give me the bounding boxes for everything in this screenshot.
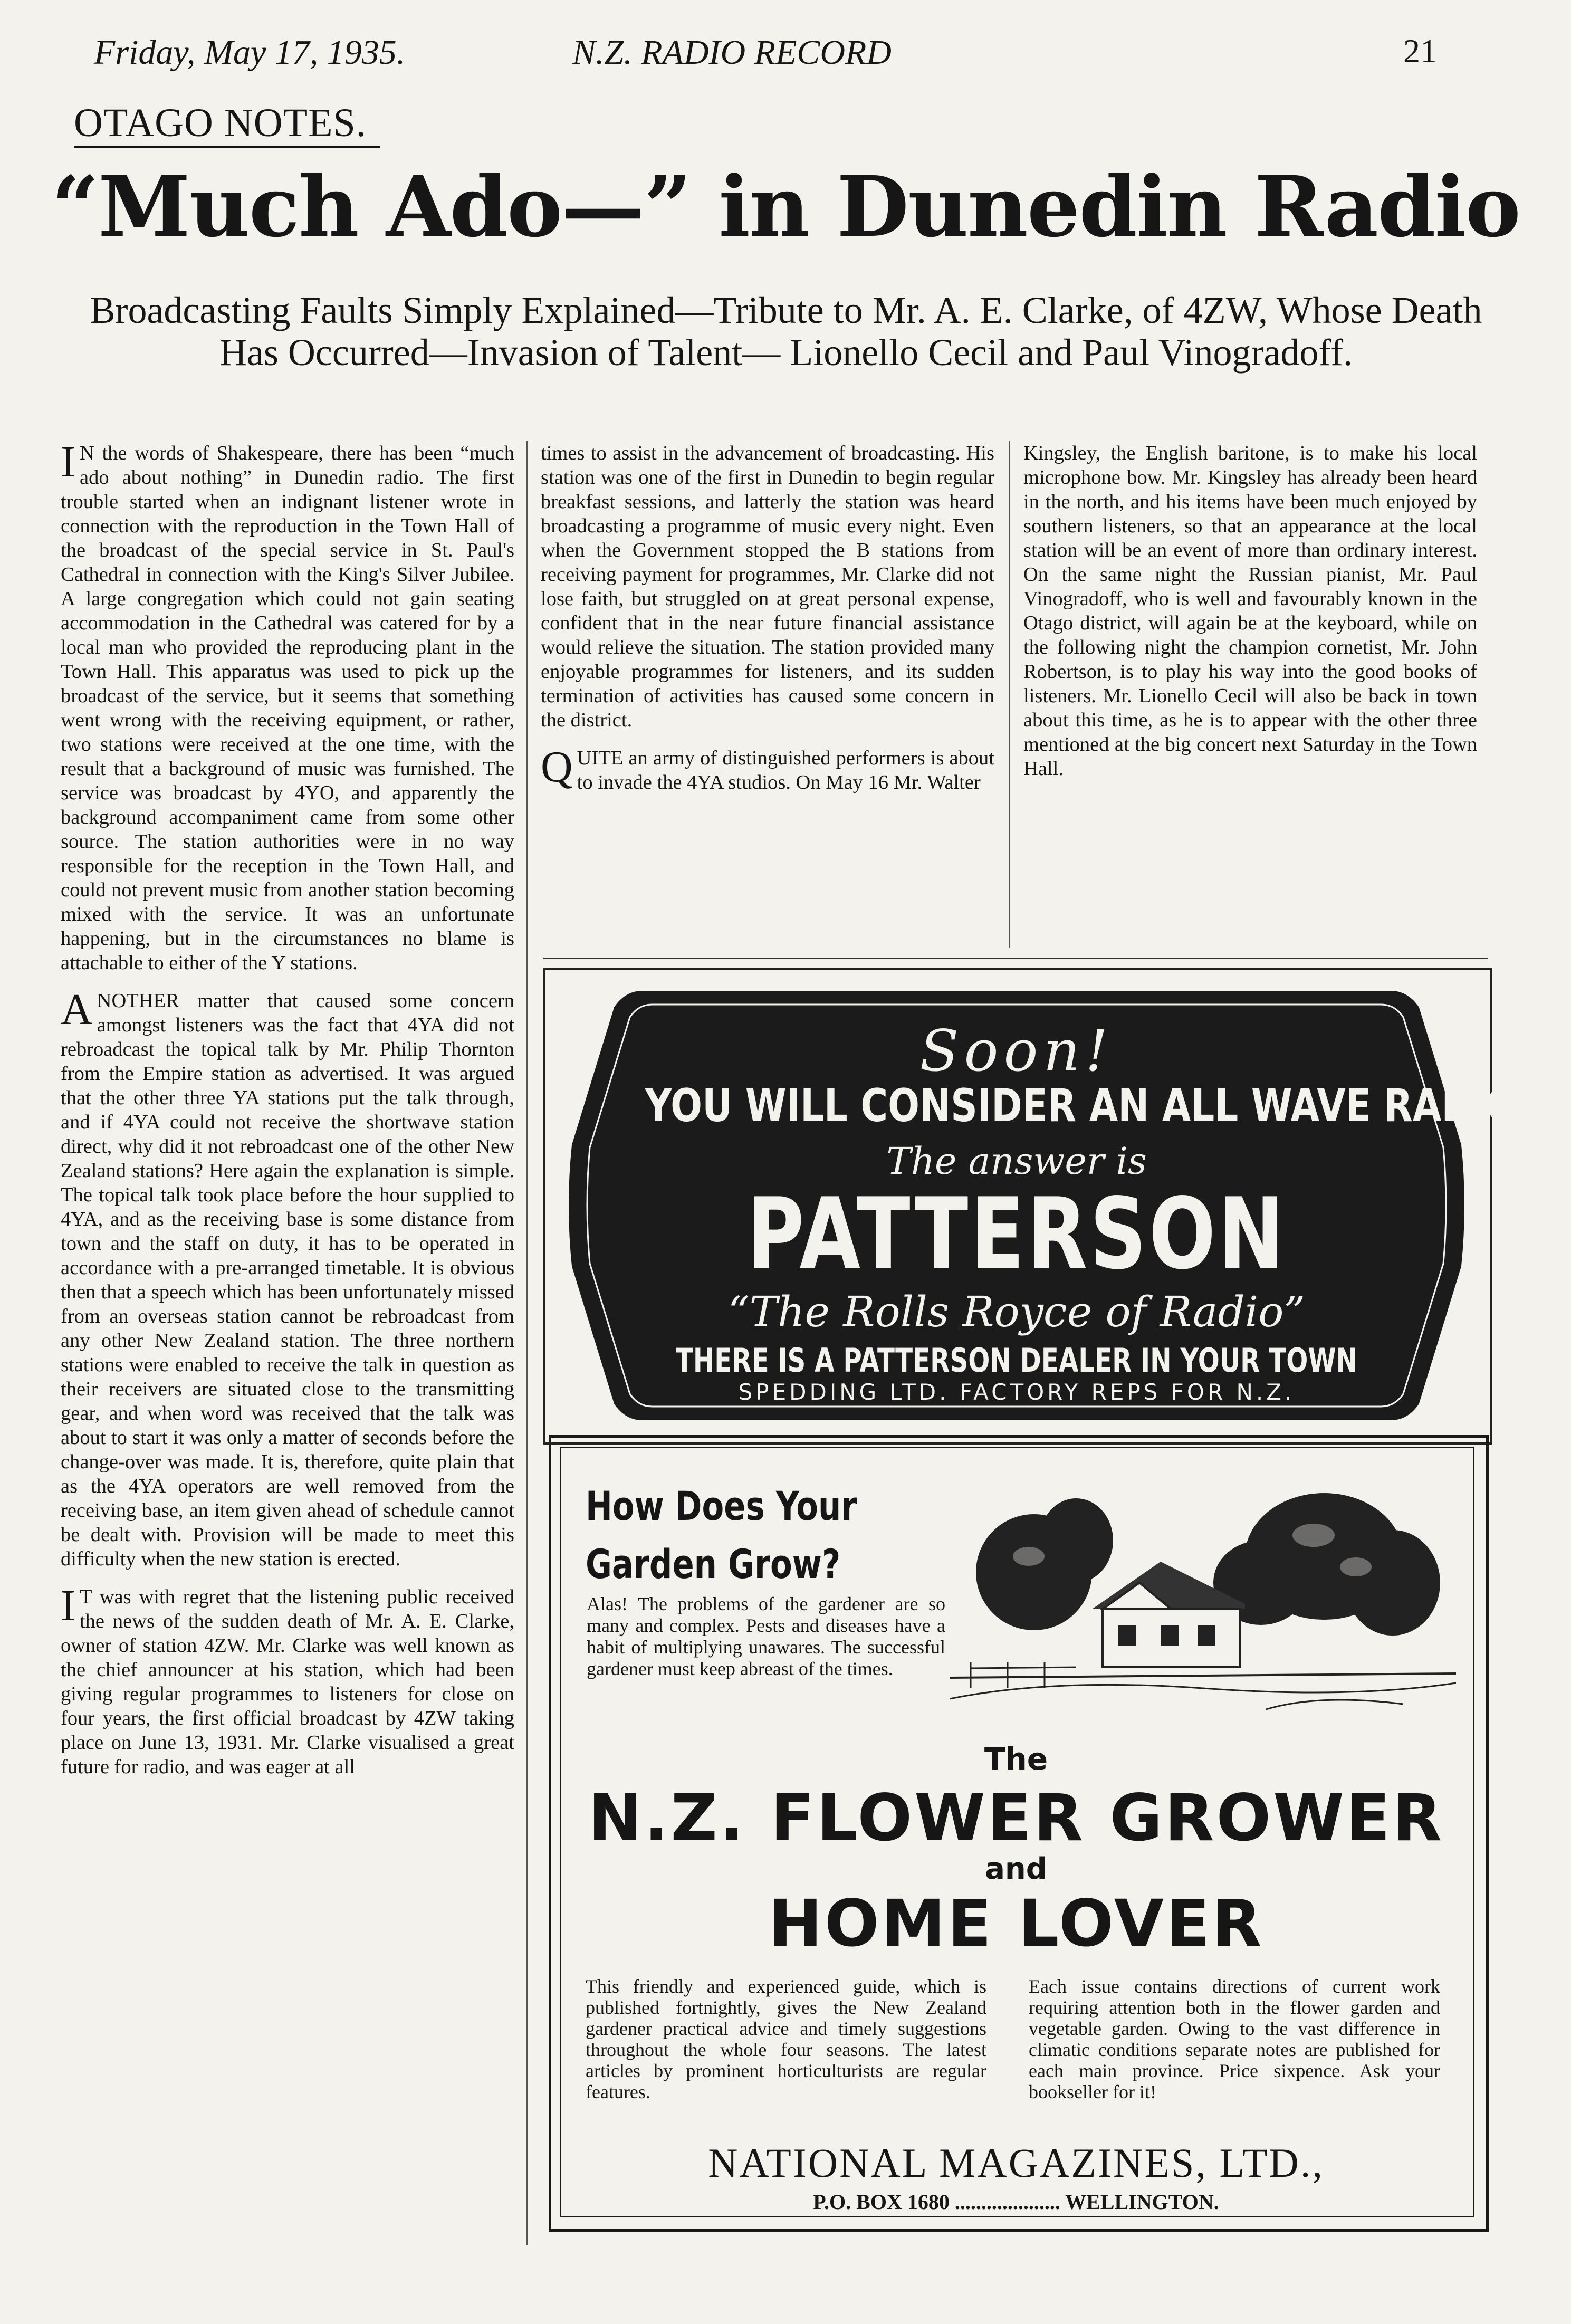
address-dots: .................... (954, 2190, 1066, 2214)
patterson-reps: SPEDDING LTD. FACTORY REPS FOR N.Z. (738, 1379, 1295, 1405)
patterson-headline: YOU WILL CONSIDER AN ALL WAVE RADIO (645, 1079, 1518, 1132)
column-divider (526, 441, 528, 2245)
article-deck: Broadcasting Faults Simply Explained—Tribute to Mr. A. E. Clarke, of 4ZW, Whose Death Has Occurred—Invasion of Talent— Lionello Cecil and Paul Vinogradoff. (90, 289, 1482, 374)
publisher-address (560, 2189, 1472, 2214)
paragraph (61, 437, 514, 975)
column-divider (1009, 441, 1010, 948)
garden-intro: Alas! The problems of the gardener are so many and complex. Pests and diseases have a habit of multiplying unawares. The successful gardener must keep abreast of the times. (587, 1593, 945, 1679)
page-number: 21 (1403, 32, 1437, 70)
patterson-dealer: THERE IS A PATTERSON DEALER IN YOUR TOWN (675, 1341, 1358, 1380)
issue-date: Friday, May 17, 1935. (94, 33, 406, 72)
section-underline (74, 146, 380, 148)
drop-cap: I (61, 1581, 75, 1630)
section-heading: OTAGO NOTES. (74, 101, 367, 145)
drop-cap: Q (541, 742, 573, 791)
ad-top-rule (543, 958, 1488, 959)
patterson-soon: Soon! (919, 1018, 1114, 1084)
paragraph (541, 441, 994, 732)
paragraph-text: Kingsley, the English baritone, is to make his local microphone bow. Mr. Kingsley has already been heard in the north, and his items have been much enjoyed by southern listeners, so that an appearance at the local station will be an event of more than ordinary interest. On the same night the Russian pianist, Mr. Paul Vinogradoff, who is well and favourably known in the Otago district, will again be at the keyboard, while on the following night the champion cornetist, Mr. John Robertson, is to play his way into the good books of listeners. Mr. Lionello Cecil will also be back in town about this time, as he is to appear with the other three mentioned at the big concert next Saturday in the Town Hall. (1023, 442, 1477, 780)
paragraph (61, 985, 514, 1571)
magazine-description-left: This friendly and experienced guide, which is published fortnightly, gives the New Zealand gardener practical advice and timely suggestions throughout the whole four seasons. The latest articles by prominent horticulturists are regular features. (586, 1976, 986, 2102)
drop-cap: I (61, 437, 75, 486)
magazine-title-flower-grower: N.Z. FLOWER GROWER (588, 1781, 1444, 1856)
article-column-2 (541, 441, 994, 808)
patterson-answer: The answer is (886, 1140, 1147, 1183)
paragraph (61, 1581, 514, 1779)
paragraph-text: N the words of Shakespeare, there has been “much ado about nothing” in Dunedin radio. The first trouble started when an indignant listener wrote in connection with the reproduction in the Town Hall of the broadcast of the special service in St. Paul's Cathedral in connection with the King's Silver Jubilee. A large congregation which could not gain seating accommodation in the Cathedral was catered for by a local man who provided the reproducing plant in the Town Hall. This apparatus was used to pick up the broadcast of the service, but it seems that something went wrong with the receiving equipment, or rather, two stations were received at the one time, with the result that a background of music was furnished. The service was broadcast by 4YO, and apparently the background accompaniment came from some other source. The station authorities were in no way responsible for the reception in the Town Hall, and could not prevent music from another station becoming mixed with the service. It was an unfortunate happening, but in the circumstances no blame is attachable to either of the Y stations. (61, 442, 514, 974)
paragraph-text: times to assist in the advancement of broadcasting. His station was one of the first in Dunedin to begin regular breakfast sessions, and latterly the station was heard broadcasting a programme of music every night. Even when the Government stopped the B stations from receiving payment for programmes, Mr. Clarke did not lose faith, but struggled on at great personal expense, confident that in the near future financial assistance would relieve the situation. The station provided many enjoyable programmes for listeners, and its sudden termination of activities has caused some concern in the district. (541, 442, 994, 731)
article-headline: “Much Ado—” in Dunedin Radio (51, 158, 1520, 256)
magazine-title-the: The (984, 1741, 1048, 1777)
paragraph-text: T was with regret that the listening public received the news of the sudden death of Mr. A. E. Clarke, owner of station 4ZW. Mr. Clarke was well known as the chief announcer at his station, which had been giving regular programmes to listeners for close on four years, the first official broadcast by 4ZW taking place on June 13, 1931. Mr. Clarke visualised a great future for radio, and was eager at all (61, 1586, 514, 1778)
garden-question (586, 1477, 857, 1593)
paragraph-text: NOTHER matter that caused some concern amongst listeners was the fact that 4YA did not rebroadcast the topical talk by Mr. Philip Thornton from the Empire station as advertised. It was argued that the other three YA stations put the talk through, and if 4YA could not receive the shortwave station direct, why did it not rebroadcast one of the other New Zealand stations? Here again the explanation is simple. The topical talk took place before the hour supplied to 4YA, and as the receiving base is some distance from town and the staff on duty, it has to be operated in accordance with a pre-arranged timetable. It is obvious then that a speech which has been unfortunately missed from an overseas station cannot be rebroadcast from any other New Zealand station. The three northern stations were enabled to receive the talk in question as their receivers are situated close to the transmitting gear, and when word was received that the talk was about to start it was only a matter of seconds before the change-over was made. It is, therefore, quite plain that as the 4YA operators are well removed from the receiving base, an item given ahead of schedule cannot be dealt with. Provision will be made to meet this difficulty when the new station is erected. (61, 990, 514, 1570)
garden-question-line-1: How Does Your (586, 1483, 857, 1529)
patterson-brand: PATTERSON (746, 1177, 1287, 1291)
city: WELLINGTON. (1065, 2190, 1219, 2214)
article-column-3 (1023, 441, 1477, 795)
article-column-1 (61, 437, 514, 1793)
patterson-tagline: “The Rolls Royce of Radio” (727, 1287, 1306, 1336)
paragraph (541, 742, 994, 795)
publisher-name: NATIONAL MAGAZINES, LTD., (708, 2140, 1324, 2186)
publication-name: N.Z. RADIO RECORD (572, 33, 892, 72)
magazine-description-right: Each issue contains directions of current work requiring attention both in the flower garden and vegetable garden. Owing to the vast difference in climatic conditions separate notes are published for each main province. Price sixpence. Ask your bookseller for it! (1029, 1976, 1440, 2102)
magazine-title-home-lover: HOME LOVER (768, 1886, 1264, 1961)
magazine-title-and: and (985, 1852, 1047, 1886)
po-box: P.O. BOX 1680 (813, 2190, 950, 2214)
drop-cap: A (61, 985, 93, 1034)
garden-question-line-2: Garden Grow? (586, 1541, 841, 1587)
paragraph-text: UITE an army of distinguished performers is about to invade the 4YA studios. On May 16 Mr. Walter (577, 747, 994, 793)
paragraph (1023, 441, 1477, 781)
farmhouse-illustration (950, 1477, 1456, 1720)
